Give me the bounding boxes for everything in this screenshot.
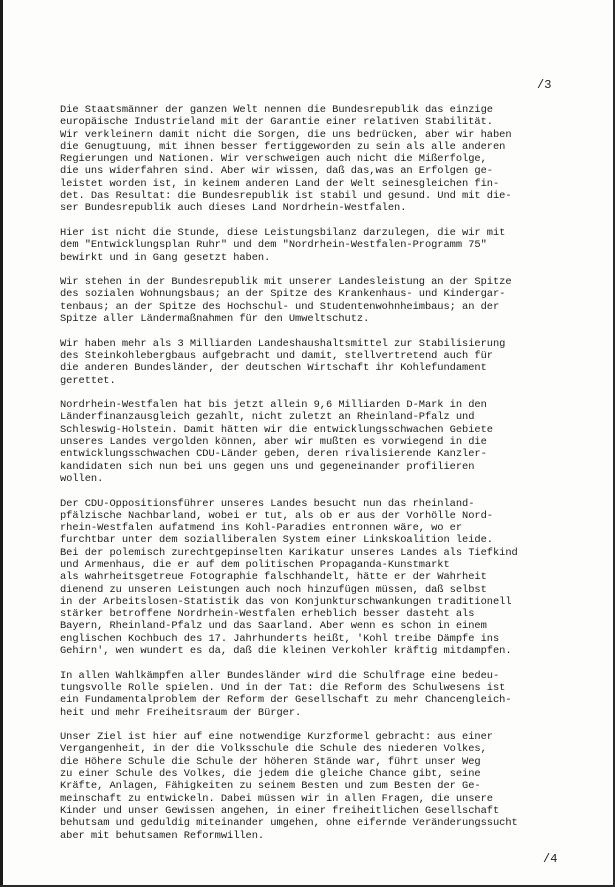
- text-line: die Höhere Schule die Schule der höheren Stände war, führt unser Weg: [60, 755, 481, 768]
- paragraph: [60, 276, 605, 325]
- text-line: In allen Wahlkämpfen aller Bundesländer wird die Schulfrage eine bedeu-: [60, 669, 500, 682]
- page-number-bottom: /4: [543, 852, 558, 866]
- text-line: die anderen Bundesländer, der deutschen Wirtschaft ihr Kohlefundament: [60, 362, 487, 375]
- text-line: zu einer Schule des Volkes, die jedem die gleiche Chance gibt, seine: [60, 768, 481, 781]
- body-text: [60, 104, 605, 854]
- text-line: ser Bundesrepublik auch dieses Land Nordrhein-Westfalen.: [60, 202, 407, 215]
- text-line: Regierungen und Nationen. Wir verschweigen auch nicht die Mißerfolge,: [60, 153, 487, 166]
- page-number-top: /3: [537, 78, 552, 92]
- text-line: aber mit behutsamen Reformwillen.: [60, 829, 265, 842]
- text-line: tungsvolle Rolle spielen. Und in der Tat: die Reform des Schulwesens ist: [60, 681, 506, 694]
- text-line: des sozialen Wohnungsbaus; an der Spitze des Krankenhaus- und Kindergar-: [60, 288, 506, 301]
- text-line: tenbaus; an der Spitze des Hochschul- und Studentenwohnheimbaus; an der: [60, 300, 500, 313]
- scan-edge-left: [0, 0, 3, 887]
- paragraph: [60, 227, 605, 264]
- text-line: entwicklungsschwachen CDU-Länder geben, deren rivalisierende Kanzler-: [60, 448, 487, 461]
- text-line: pfälzische Nachbarland, wobei er tut, als ob er aus der Vorhölle Nord-: [60, 509, 493, 522]
- paragraph: [60, 731, 605, 842]
- text-line: gerettet.: [60, 374, 116, 387]
- text-line: behutsam und geduldig miteinander umgehen, ohne eifernde Veränderungssucht: [60, 817, 518, 830]
- text-line: meinschaft zu entwickeln. Dabei müssen wir in allen Fragen, die unsere: [60, 792, 493, 805]
- paragraph: [60, 338, 605, 387]
- text-line: als wahrheitsgetreue Fotographie falschhandelt, hätte er der Wahrheit: [60, 571, 487, 584]
- paragraph: [60, 670, 605, 719]
- paragraph: [60, 104, 605, 215]
- text-line: furchtbar unter dem sozialliberalen System einer Linkskoalition leide.: [60, 534, 493, 547]
- text-line: wollen.: [60, 472, 104, 485]
- text-line: stärker betroffene Nordrhein-Westfalen erheblich besser dasteht als: [60, 608, 475, 621]
- text-line: Wir stehen in der Bundesrepublik mit unserer Landesleistung an der Spitze: [60, 276, 512, 289]
- text-line: Gehirn', wen wundert es da, daß die kleinen Verkohler kräftig mitdampfen.: [60, 645, 512, 658]
- text-line: leistet worden ist, in keinem anderen Land der Welt seinesgleichen fin-: [60, 177, 500, 190]
- text-line: Kräfte, Anlagen, Fähigkeiten zu seinem Besten und zum Besten der Ge-: [60, 780, 481, 793]
- text-line: europäische Industrieland mit der Garantie einer relativen Stabilität.: [60, 116, 493, 129]
- text-line: Nordrhein-Westfalen hat bis jetzt allein 9,6 Milliarden D-Mark in den: [60, 399, 487, 412]
- text-line: kandidaten sich nun bei uns gegen uns und gegeneinander profilieren: [60, 460, 475, 473]
- text-line: und Armenhaus, die er auf dem politischen Propaganda-Kunstmarkt: [60, 558, 450, 571]
- text-line: Vergangenheit, in der die Volksschule die Schule des niederen Volkes,: [60, 743, 487, 756]
- text-line: Unser Ziel ist hier auf eine notwendige Kurzformel gebracht: aus einer: [60, 731, 493, 744]
- text-line: ein Fundamentalproblem der Reform der Gesellschaft zu mehr Chancengleich-: [60, 694, 512, 707]
- text-line: bewirkt und in Gang gesetzt haben.: [60, 251, 271, 264]
- text-line: Wir verkleinern damit nicht die Sorgen, die uns bedrücken, aber wir haben: [60, 128, 512, 141]
- text-line: Spitze aller Ländermaßnahmen für den Umweltschutz.: [60, 313, 370, 326]
- text-line: Wir haben mehr als 3 Milliarden Landeshaushaltsmittel zur Stabilisierung: [60, 337, 506, 350]
- text-line: englischen Kochbuch des 17. Jahrhunderts heißt, 'Kohl treibe Dämpfe ins: [60, 632, 500, 645]
- text-line: rhein-Westfalen aufatmend ins Kohl-Paradies entronnen wäre, wo er: [60, 522, 463, 535]
- text-line: Schleswig-Holstein. Damit hätten wir die entwicklungsschwachen Gebiete: [60, 423, 493, 436]
- paragraph: [60, 399, 605, 485]
- text-line: dem "Entwicklungsplan Ruhr" und dem "Nordrhein-Westfalen-Programm 75": [60, 239, 487, 252]
- text-line: unseres Landes vergolden können, aber wir mußten es vorwiegend in die: [60, 436, 487, 449]
- text-line: die uns widerfahren sind. Aber wir wissen, daß das,was an Erfolgen ge-: [60, 165, 493, 178]
- text-line: Hier ist nicht die Stunde, diese Leistungsbilanz darzulegen, die wir mit: [60, 226, 506, 239]
- text-line: Die Staatsmänner der ganzen Welt nennen die Bundesrepublik das einzige: [60, 104, 493, 116]
- text-line: Länderfinanzausgleich gezahlt, nicht zuletzt an Rheinland-Pfalz und: [60, 411, 475, 424]
- text-line: Bayern, Rheinland-Pfalz und das Saarland. Aber wenn es schon in einem: [60, 620, 487, 633]
- text-line: Bei der polemisch zurechtgepinselten Karikatur unseres Landes als Tiefkind: [60, 546, 518, 559]
- text-line: des Steinkohlebergbaus aufgebracht und damit, stellvertretend auch für: [60, 349, 493, 362]
- text-line: dienend zu unseren Leistungen auch noch hinzufügen müssen, daß selbst: [60, 583, 487, 596]
- text-line: heit und mehr Freiheitsraum der Bürger.: [60, 706, 302, 719]
- text-line: det. Das Resultat: die Bundesrepublik ist stabil und gesund. Und mit die-: [60, 190, 512, 203]
- text-line: Der CDU-Oppositionsführer unseres Landes besucht nun das rheinland-: [60, 497, 475, 510]
- paragraph: [60, 498, 605, 658]
- text-line: Kinder und unser Gewissen angehen, in einer freiheitlichen Gesellschaft: [60, 804, 500, 817]
- text-line: die Genugtuung, mit ihnen besser fertiggeworden zu sein als alle anderen: [60, 140, 506, 153]
- text-line: in der Arbeitslosen-Statistik das von Konjunkturschwankungen traditionell: [60, 595, 512, 608]
